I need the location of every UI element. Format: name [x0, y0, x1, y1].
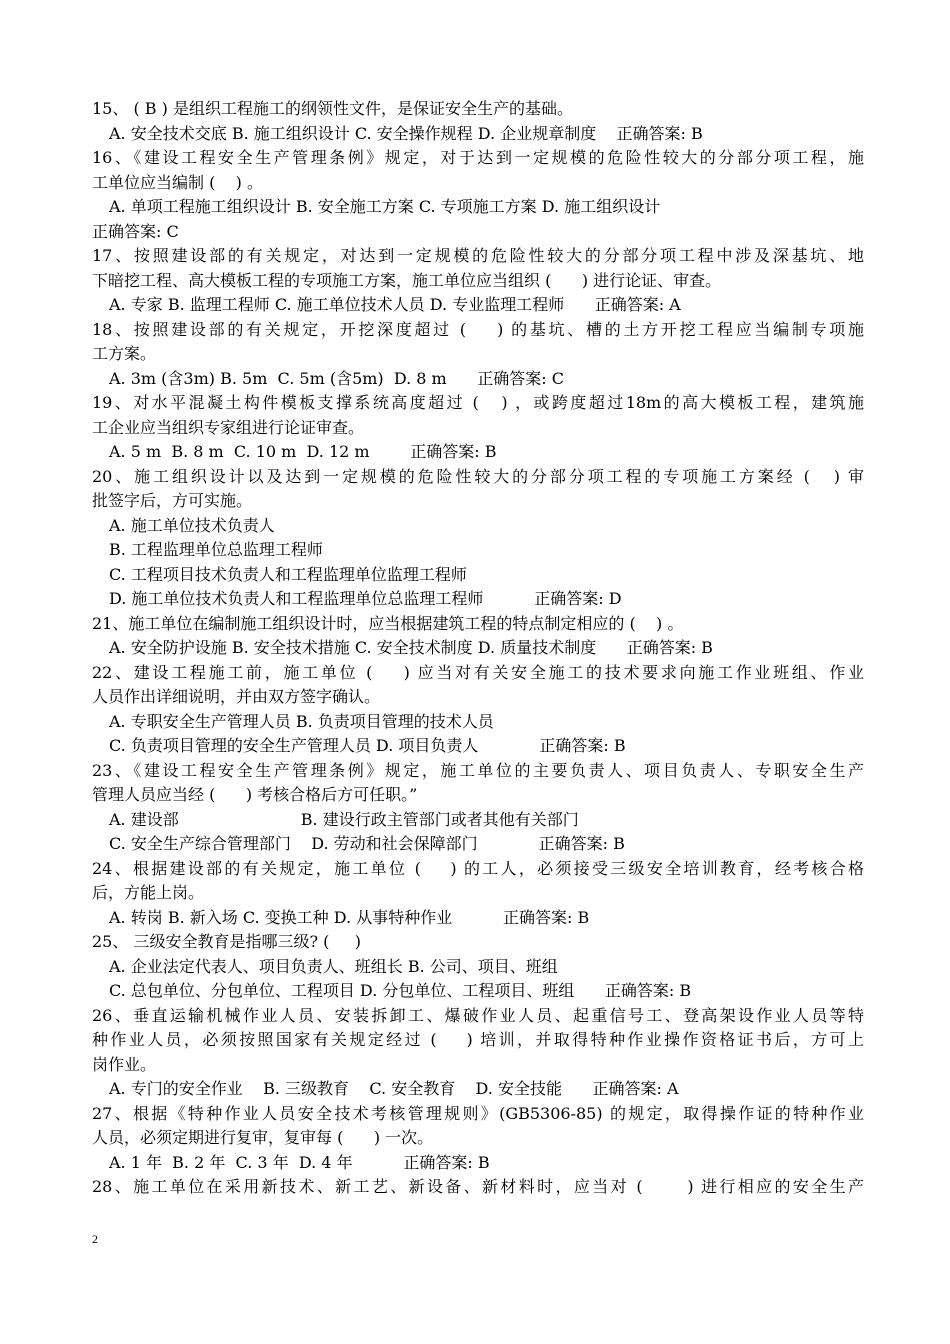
question-24-stem-cont: 后，方能上岗。	[92, 883, 205, 902]
question-16-answer: 正确答案: C	[92, 221, 179, 241]
question-16-stem-cont: 工单位应当编制 ( ) 。	[92, 172, 264, 192]
question-20-option-b: B. 工程监理单位总监理工程师	[109, 540, 323, 559]
question-23-options-cd: C. 安全生产综合管理部门 D. 劳动和社会保障部门 正确答案: B	[109, 834, 625, 853]
question-25-options-ab: A. 企业法定代表人、项目负责人、班组长 B. 公司、项目、班组	[109, 956, 558, 976]
question-26-stem-end: 岗作业。	[92, 1054, 157, 1074]
question-22-options-ab: A. 专职安全生产管理人员 B. 负责项目管理的技术人员	[109, 711, 494, 731]
question-23-stem-cont: 管理人员应当经 ( ) 考核合格后方可任职。”	[92, 785, 418, 804]
question-list	[92, 97, 864, 1200]
question-24-stem: 24、根据建设部的有关规定，施工单位 ( ) 的工人，必须接受三级安全培训教育，经考核合格	[92, 858, 864, 878]
question-26-stem-cont: 种作业人员，必须按照国家有关规定经过 ( ) 培训，并取得特种作业操作资格证书后，方可上	[92, 1030, 864, 1049]
question-20-stem: 20、施工组织设计以及达到一定规模的危险性较大的分部分项工程的专项施工方案经 ( ) 审	[92, 466, 864, 486]
question-27-options: A. 1 年 B. 2 年 C. 3 年 D. 4 年 正确答案: B	[109, 1152, 490, 1172]
question-20-option-a: A. 施工单位技术负责人	[109, 515, 275, 535]
page-number: 2	[92, 1232, 98, 1246]
question-19-stem-cont: 工企业应当组织专家组进行论证审查。	[92, 417, 365, 437]
question-19-options: A. 5 m B. 8 m C. 10 m D. 12 m 正确答案: B	[109, 442, 497, 461]
question-21-options: A. 安全防护设施 B. 安全技术措施 C. 安全技术制度 D. 质量技术制度 正确答案: B	[109, 638, 713, 657]
question-16-stem: 16、《建设工程安全生产管理条例》规定，对于达到一定规模的危险性较大的分部分项工程，施	[92, 148, 864, 167]
question-26-stem: 26、垂直运输机械作业人员、安装拆卸工、爆破作业人员、起重信号工、登高架设作业人员等特	[92, 1005, 864, 1025]
question-20-option-d: D. 施工单位技术负责人和工程监理单位总监理工程师 正确答案: D	[109, 589, 622, 608]
question-27-stem-cont: 人员，必须定期进行复审，复审每 ( ) 一次。	[92, 1128, 434, 1147]
question-24-options: A. 转岗 B. 新入场 C. 变换工种 D. 从事特种作业 正确答案: B	[109, 907, 590, 927]
question-18-options: A. 3m (含3m) B. 5m C. 5m (含5m) D. 8 m 正确答案: C	[109, 368, 564, 388]
question-26-options: A. 专门的安全作业 B. 三级教育 C. 安全教育 D. 安全技能 正确答案: A	[109, 1079, 679, 1098]
question-18-stem-cont: 工方案。	[92, 344, 157, 363]
question-27-stem: 27、根据《特种作业人员安全技术考核管理规则》(GB5306-85) 的规定，取得操作证的特种作业	[92, 1103, 864, 1123]
question-22-options-cd: C. 负责项目管理的安全生产管理人员 D. 项目负责人 正确答案: B	[109, 736, 626, 755]
question-22-stem: 22、建设工程施工前，施工单位 ( ) 应当对有关安全施工的技术要求向施工作业班组、作业	[92, 662, 864, 682]
question-28-stem: 28、施工单位在采用新技术、新工艺、新设备、新材料时，应当对 ( ) 进行相应的安全生产	[92, 1177, 864, 1196]
question-23-options-ab: A. 建设部 B. 建设行政主管部门或者其他有关部门	[109, 809, 579, 829]
question-22-stem-cont: 人员作出详细说明，并由双方签字确认。	[92, 687, 381, 706]
question-25-stem: 25、 三级安全教育是指哪三级? ( )	[92, 932, 362, 951]
question-15-stem: 15、 ( B ) 是组织工程施工的纲领性文件，是保证安全生产的基础。	[92, 99, 573, 118]
question-16-options: A. 单项工程施工组织设计 B. 安全施工方案 C. 专项施工方案 D. 施工组织设计	[109, 197, 661, 216]
question-15-options: A. 安全技术交底 B. 施工组织设计 C. 安全操作规程 D. 企业规章制度 正确答案: B	[109, 123, 703, 143]
question-19-stem: 19、对水平混凝土构件模板支撑系统高度超过 ( ) ，或跨度超过18m的高大模板工程，建筑施	[92, 393, 864, 412]
question-21-stem: 21、施工单位在编制施工组织设计时，应当根据建筑工程的特点制定相应的 ( ) 。	[92, 613, 684, 633]
question-20-stem-cont: 批签字后，方可实施。	[92, 491, 253, 510]
question-17-options: A. 专家 B. 监理工程师 C. 施工单位技术人员 D. 专业监理工程师 正确答案: A	[109, 295, 681, 314]
question-17-stem-cont: 下暗挖工程、高大模板工程的专项施工方案，施工单位应当组织 ( ) 进行论证、审查。	[92, 270, 722, 290]
question-20-option-c: C. 工程项目技术负责人和工程监理单位监理工程师	[109, 564, 467, 584]
question-25-options-cd: C. 总包单位、分包单位、工程项目 D. 分包单位、工程项目、班组 正确答案: B	[109, 981, 692, 1000]
question-23-stem: 23、《建设工程安全生产管理条例》规定，施工单位的主要负责人、项目负责人、专职安全生产	[92, 760, 864, 780]
question-18-stem: 18、按照建设部的有关规定，开挖深度超过 ( ) 的基坑、槽的土方开挖工程应当编制专项施	[92, 319, 864, 339]
question-17-stem: 17、按照建设部的有关规定，对达到一定规模的危险性较大的分部分项工程中涉及深基坑、地	[92, 246, 864, 265]
